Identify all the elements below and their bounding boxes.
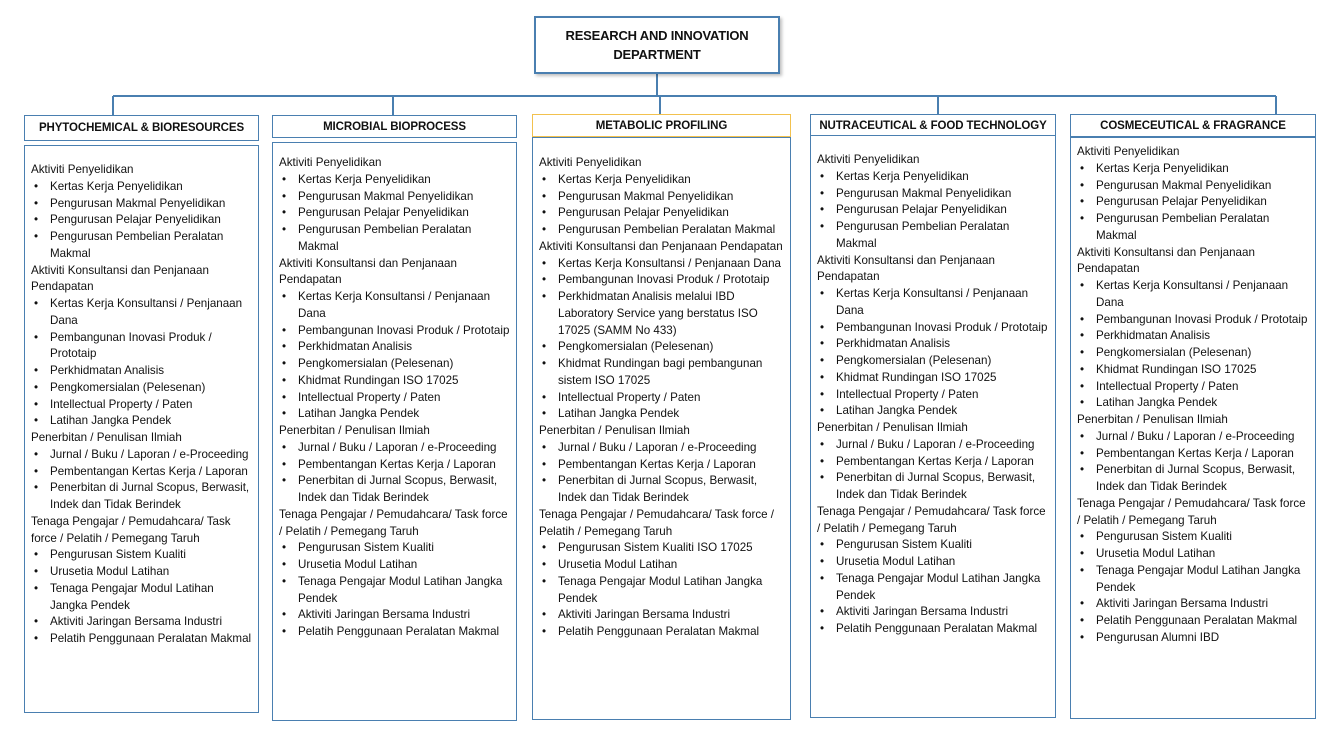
activity-list [1077, 278, 1309, 412]
activity-section [279, 155, 510, 256]
activity-list [817, 537, 1049, 638]
unit-header-phytochemical [24, 115, 259, 141]
section-title: Aktiviti Penyelidikan [1077, 145, 1180, 158]
activity-item: • Pengurusan Pelajar Penyelidikan [539, 205, 784, 222]
activity-item: • Aktiviti Jaringan Bersama Industri [31, 614, 252, 631]
activity-item: • Urusetia Modul Latihan [1077, 546, 1309, 563]
activity-item: • Khidmat Rundingan ISO 17025 [1077, 362, 1309, 379]
activity-section [31, 263, 252, 431]
activity-list [1077, 429, 1309, 496]
section-title: Tenaga Pengajar / Pemudahcara/ Task force / Pelatih / Pemegang Taruh [1077, 496, 1306, 527]
activity-item: • Pengurusan Pelajar Penyelidikan [279, 205, 510, 222]
activity-item: • Pengurusan Makmal Penyelidikan [539, 189, 784, 206]
activity-item: • Pengurusan Pelajar Penyelidikan [817, 202, 1049, 219]
unit-body-phytochemical [24, 145, 259, 713]
activity-item: • Penerbitan di Jurnal Scopus, Berwasit, Indek dan Tidak Berindek [1077, 462, 1309, 496]
activity-section [817, 504, 1049, 638]
section-title: Aktiviti Penyelidikan [817, 153, 920, 166]
activity-item: • Jurnal / Buku / Laporan / e-Proceeding [539, 440, 784, 457]
activity-list [539, 540, 784, 641]
unit-title: MICROBIAL BIOPROCESS [323, 120, 466, 133]
activity-section [1077, 144, 1309, 245]
activity-list [539, 172, 784, 239]
activity-item: • Pengurusan Pelajar Penyelidikan [31, 212, 252, 229]
activity-item: • Pelatih Penggunaan Peralatan Makmal [817, 621, 1049, 638]
section-title: Aktiviti Penyelidikan [539, 156, 642, 169]
unit-header-metabolic [532, 114, 791, 137]
activity-item: • Pengurusan Alumni IBD [1077, 630, 1309, 647]
activity-item: • Jurnal / Buku / Laporan / e-Proceeding [1077, 429, 1309, 446]
section-title: Aktiviti Penyelidikan [279, 156, 382, 169]
activity-item: • Urusetia Modul Latihan [31, 564, 252, 581]
activity-item: • Tenaga Pengajar Modul Latihan Jangka Pendek [817, 571, 1049, 605]
activity-item: • Pengurusan Makmal Penyelidikan [279, 189, 510, 206]
activity-item: • Pengurusan Pembelian Peralatan Makmal [817, 219, 1049, 253]
activity-item: • Tenaga Pengajar Modul Latihan Jangka Pendek [279, 574, 510, 608]
unit-title: PHYTOCHEMICAL & BIORESOURCES [38, 122, 245, 134]
activity-section [539, 507, 784, 641]
activity-item: • Pengkomersialan (Pelesenan) [31, 380, 252, 397]
activity-section [817, 253, 1049, 421]
section-title: Aktiviti Konsultansi dan Penjanaan Pendapatan [31, 263, 209, 294]
activity-item: • Pembangunan Inovasi Produk / Prototaip [1077, 312, 1309, 329]
activity-item: • Kertas Kerja Konsultansi / Penjanaan Dana [817, 286, 1049, 320]
section-title: Aktiviti Konsultansi dan Penjanaan Pendapatan [1077, 245, 1255, 276]
activity-section [31, 514, 252, 648]
activity-list [279, 172, 510, 256]
activity-item: • Pengurusan Sistem Kualiti [817, 537, 1049, 554]
activity-item: • Perkhidmatan Analisis [817, 336, 1049, 353]
activity-item: • Intellectual Property / Paten [279, 390, 510, 407]
unit-title: NUTRACEUTICAL & FOOD TECHNOLOGY [819, 119, 1047, 132]
section-title: Penerbitan / Penulisan Ilmiah [539, 424, 690, 437]
activity-item: • Pembangunan Inovasi Produk / Prototaip [817, 320, 1049, 337]
activity-item: • Pengkomersialan (Pelesenan) [817, 353, 1049, 370]
activity-item: • Perkhidmatan Analisis [279, 339, 510, 356]
activity-section [817, 420, 1049, 504]
activity-list [279, 540, 510, 641]
section-title: Aktiviti Konsultansi dan Penjanaan Pendapatan [539, 239, 783, 253]
section-title: Penerbitan / Penulisan Ilmiah [817, 421, 968, 434]
activity-list [31, 296, 252, 430]
activity-section [31, 162, 252, 263]
activity-item: • Pembangunan Inovasi Produk / Prototaip [31, 330, 252, 364]
activity-item: • Pengkomersialan (Pelesenan) [279, 356, 510, 373]
activity-item: • Latihan Jangka Pendek [1077, 395, 1309, 412]
activity-item: • Kertas Kerja Penyelidikan [279, 172, 510, 189]
activity-item: • Penerbitan di Jurnal Scopus, Berwasit, Indek dan Tidak Berindek [817, 470, 1049, 504]
activity-item: • Pengurusan Pembelian Peralatan Makmal [1077, 211, 1309, 245]
activity-item: • Khidmat Rundingan ISO 17025 [817, 370, 1049, 387]
activity-item: • Urusetia Modul Latihan [817, 554, 1049, 571]
activity-item: • Aktiviti Jaringan Bersama Industri [539, 607, 784, 624]
section-title: Penerbitan / Penulisan Ilmiah [279, 424, 430, 437]
activity-list [31, 179, 252, 263]
activity-item: • Pelatih Penggunaan Peralatan Makmal [539, 624, 784, 641]
activity-item: • Jurnal / Buku / Laporan / e-Proceeding [31, 447, 252, 464]
activity-list [539, 440, 784, 507]
unit-title: METABOLIC PROFILING [595, 119, 728, 132]
activity-item: • Perkhidmatan Analisis [31, 363, 252, 380]
activity-section [1077, 496, 1309, 647]
activity-section [279, 256, 510, 424]
activity-section [817, 152, 1049, 253]
activity-item: • Pembentangan Kertas Kerja / Laporan [539, 457, 784, 474]
activity-item: • Pembangunan Inovasi Produk / Prototaip [539, 272, 784, 289]
activity-item: • Perkhidmatan Analisis [1077, 328, 1309, 345]
activity-item: • Penerbitan di Jurnal Scopus, Berwasit, Indek dan Tidak Berindek [31, 480, 252, 514]
activity-item: • Latihan Jangka Pendek [279, 406, 510, 423]
activity-item: • Kertas Kerja Penyelidikan [1077, 161, 1309, 178]
unit-header-nutraceutical [810, 114, 1056, 137]
activity-item: • Pengurusan Makmal Penyelidikan [31, 196, 252, 213]
activity-item: • Pelatih Penggunaan Peralatan Makmal [1077, 613, 1309, 630]
activity-list [279, 289, 510, 423]
activity-list [1077, 529, 1309, 646]
activity-item: • Pengurusan Pembelian Peralatan Makmal [539, 222, 784, 239]
activity-item: • Khidmat Rundingan bagi pembangunan sistem ISO 17025 [539, 356, 784, 390]
activity-item: • Aktiviti Jaringan Bersama Industri [1077, 596, 1309, 613]
section-title: Tenaga Pengajar / Pemudahcara/ Task force / Pelatih / Pemegang Taruh [539, 507, 775, 538]
activity-item: • Pembentangan Kertas Kerja / Laporan [31, 464, 252, 481]
activity-list [31, 447, 252, 514]
activity-item: • Intellectual Property / Paten [817, 387, 1049, 404]
section-title: Tenaga Pengajar / Pemudahcara/ Task force / Pelatih / Pemegang Taruh [31, 514, 231, 545]
activity-item: • Pengurusan Makmal Penyelidikan [817, 186, 1049, 203]
section-title: Penerbitan / Penulisan Ilmiah [31, 431, 182, 444]
department-title-box [534, 16, 780, 74]
activity-item: • Kertas Kerja Penyelidikan [817, 169, 1049, 186]
unit-header-microbial [272, 115, 517, 138]
activity-section [539, 423, 784, 507]
unit-title: COSMECEUTICAL & FRAGRANCE [1100, 119, 1286, 132]
activity-list [817, 286, 1049, 420]
activity-item: • Tenaga Pengajar Modul Latihan Jangka Pendek [31, 581, 252, 615]
unit-body-nutraceutical [810, 135, 1056, 718]
section-title: Aktiviti Konsultansi dan Penjanaan Pendapatan [279, 256, 457, 287]
activity-item: • Jurnal / Buku / Laporan / e-Proceeding [817, 437, 1049, 454]
activity-list [539, 256, 784, 424]
activity-item: • Intellectual Property / Paten [1077, 379, 1309, 396]
activity-list [31, 547, 252, 648]
activity-item: • Kertas Kerja Penyelidikan [31, 179, 252, 196]
activity-item: • Urusetia Modul Latihan [539, 557, 784, 574]
activity-section [1077, 245, 1309, 413]
department-title: RESEARCH AND INNOVATION DEPARTMENT [565, 28, 749, 62]
activity-section [539, 239, 784, 423]
unit-body-metabolic [532, 137, 791, 720]
activity-item: • Tenaga Pengajar Modul Latihan Jangka Pendek [539, 574, 784, 608]
activity-list [817, 169, 1049, 253]
activity-item: • Kertas Kerja Konsultansi / Penjanaan Dana [1077, 278, 1309, 312]
activity-item: • Pengurusan Pembelian Peralatan Makmal [31, 229, 252, 263]
activity-item: • Intellectual Property / Paten [539, 390, 784, 407]
activity-item: • Latihan Jangka Pendek [539, 406, 784, 423]
activity-item: • Latihan Jangka Pendek [817, 403, 1049, 420]
activity-item: • Kertas Kerja Konsultansi / Penjanaan Dana [279, 289, 510, 323]
activity-section [279, 507, 510, 641]
activity-item: • Tenaga Pengajar Modul Latihan Jangka Pendek [1077, 563, 1309, 597]
activity-item: • Aktiviti Jaringan Bersama Industri [817, 604, 1049, 621]
section-title: Aktiviti Konsultansi dan Penjanaan Pendapatan [817, 253, 995, 284]
activity-item: • Pembentangan Kertas Kerja / Laporan [279, 457, 510, 474]
activity-item: • Pengurusan Pelajar Penyelidikan [1077, 194, 1309, 211]
activity-list [1077, 161, 1309, 245]
activity-item: • Kertas Kerja Konsultansi / Penjanaan Dana [31, 296, 252, 330]
activity-section [539, 155, 784, 239]
activity-item: • Pengurusan Sistem Kualiti [1077, 529, 1309, 546]
section-title: Aktiviti Penyelidikan [31, 163, 134, 176]
section-title: Tenaga Pengajar / Pemudahcara/ Task force / Pelatih / Pemegang Taruh [817, 504, 1046, 535]
activity-item: • Pengurusan Sistem Kualiti [279, 540, 510, 557]
activity-item: • Aktiviti Jaringan Bersama Industri [279, 607, 510, 624]
activity-item: • Penerbitan di Jurnal Scopus, Berwasit, Indek dan Tidak Berindek [279, 473, 510, 507]
activity-item: • Intellectual Property / Paten [31, 397, 252, 414]
section-title: Tenaga Pengajar / Pemudahcara/ Task force / Pelatih / Pemegang Taruh [279, 507, 508, 538]
activity-item: • Urusetia Modul Latihan [279, 557, 510, 574]
activity-item: • Kertas Kerja Penyelidikan [539, 172, 784, 189]
activity-item: • Khidmat Rundingan ISO 17025 [279, 373, 510, 390]
activity-item: • Jurnal / Buku / Laporan / e-Proceeding [279, 440, 510, 457]
activity-section [31, 430, 252, 514]
activity-list [817, 437, 1049, 504]
activity-item: • Pelatih Penggunaan Peralatan Makmal [31, 631, 252, 648]
section-title: Penerbitan / Penulisan Ilmiah [1077, 413, 1228, 426]
unit-body-cosmeceutical [1070, 137, 1316, 719]
activity-item: • Penerbitan di Jurnal Scopus, Berwasit, Indek dan Tidak Berindek [539, 473, 784, 507]
activity-item: • Perkhidmatan Analisis melalui IBD Laboratory Service yang berstatus ISO 17025 (SAMM No 433) [539, 289, 784, 339]
activity-item: • Kertas Kerja Konsultansi / Penjanaan Dana [539, 256, 784, 273]
activity-item: • Pengkomersialan (Pelesenan) [1077, 345, 1309, 362]
activity-item: • Latihan Jangka Pendek [31, 413, 252, 430]
unit-body-microbial [272, 142, 517, 721]
activity-item: • Pengkomersialan (Pelesenan) [539, 339, 784, 356]
activity-item: • Pengurusan Pembelian Peralatan Makmal [279, 222, 510, 256]
activity-list [279, 440, 510, 507]
activity-section [279, 423, 510, 507]
activity-item: • Pengurusan Sistem Kualiti [31, 547, 252, 564]
activity-section [1077, 412, 1309, 496]
activity-item: • Pembangunan Inovasi Produk / Prototaip [279, 323, 510, 340]
activity-item: • Pembentangan Kertas Kerja / Laporan [817, 454, 1049, 471]
activity-item: • Pengurusan Makmal Penyelidikan [1077, 178, 1309, 195]
unit-header-cosmeceutical [1070, 114, 1316, 137]
activity-item: • Pembentangan Kertas Kerja / Laporan [1077, 446, 1309, 463]
activity-item: • Pengurusan Sistem Kualiti ISO 17025 [539, 540, 784, 557]
activity-item: • Pelatih Penggunaan Peralatan Makmal [279, 624, 510, 641]
